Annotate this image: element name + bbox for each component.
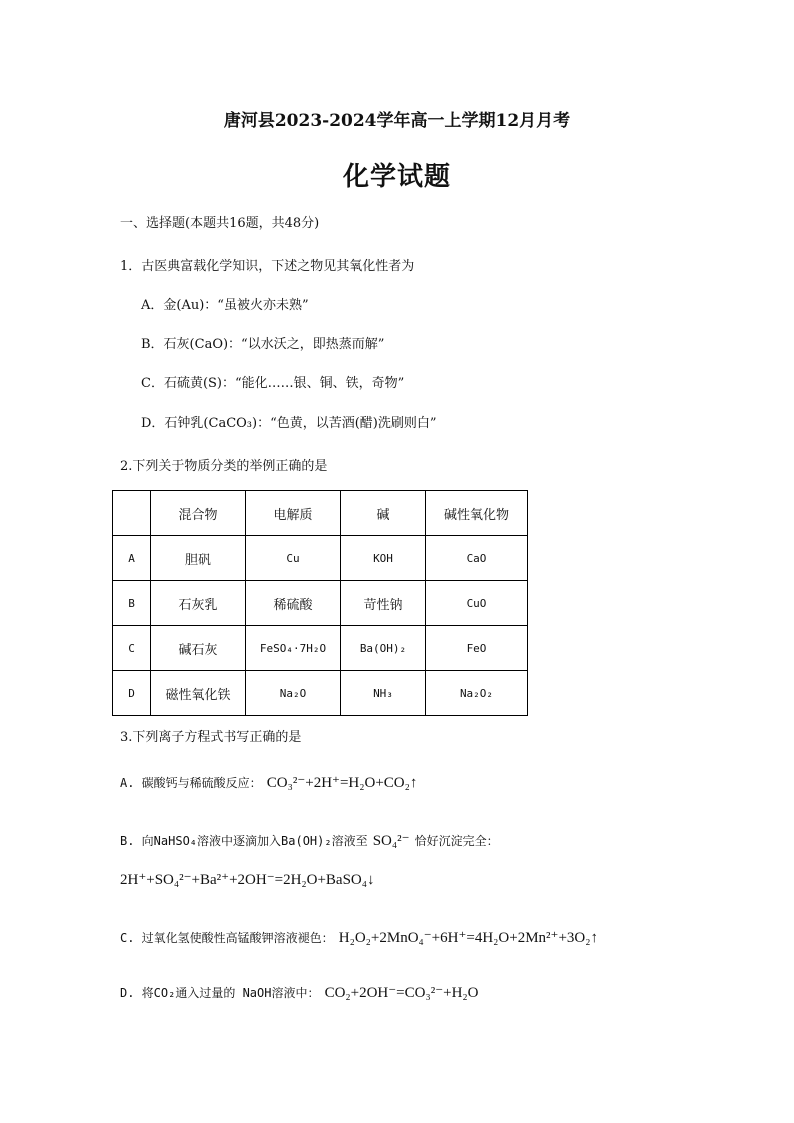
q3-option-c-equation: H₂O₂+2MnO₄⁻+6H⁺=4H₂O+2Mn²⁺+3O₂↑ bbox=[338, 930, 598, 946]
table-cell: FeSO₄·7H₂O bbox=[246, 626, 341, 671]
q3-option-c bbox=[120, 927, 598, 947]
table-row bbox=[113, 581, 528, 626]
table-cell: 苛性钠 bbox=[341, 581, 426, 626]
table-header-cell: 电解质 bbox=[246, 491, 341, 536]
table-header-row bbox=[113, 491, 528, 536]
exam-title: 唐河县2023-2024学年高一上学期12月月考 bbox=[223, 111, 571, 131]
q3-option-b bbox=[120, 830, 499, 850]
q3-option-b-text-end: 恰好沉淀完全： bbox=[414, 834, 499, 848]
table-header-cell: 混合物 bbox=[151, 491, 246, 536]
q1-option-a: A．金(Au)：“虽被火亦未熟” bbox=[141, 298, 309, 313]
q3-option-c-text: C. 过氧化氢使酸性高锰酸钾溶液褪色： bbox=[120, 931, 334, 945]
table-cell: A bbox=[113, 536, 151, 581]
table-cell: 碱石灰 bbox=[151, 626, 246, 671]
q1-option-b: B．石灰(CaO)：“以水沃之，即热蒸而解” bbox=[141, 337, 385, 352]
q3-option-b-ion: SO₄²⁻ bbox=[372, 833, 410, 849]
exam-subtitle: 化学试题 bbox=[342, 162, 451, 192]
table-cell: Ba(OH)₂ bbox=[341, 626, 426, 671]
table-row bbox=[113, 536, 528, 581]
q3-option-d bbox=[120, 982, 478, 1002]
q1-option-c: C．石硫黄(S)：“能化……银、铜、铁，奇物” bbox=[141, 376, 405, 391]
q3-option-a-equation: CO₃²⁻+2H⁺=H₂O+CO₂↑ bbox=[266, 775, 418, 791]
q3-stem: 3.下列离子方程式书写正确的是 bbox=[120, 730, 302, 745]
q3-option-a bbox=[120, 772, 417, 792]
table-cell: D bbox=[113, 671, 151, 716]
table-header-cell: 碱 bbox=[341, 491, 426, 536]
table-cell: 胆矾 bbox=[151, 536, 246, 581]
table-cell: KOH bbox=[341, 536, 426, 581]
table-cell: B bbox=[113, 581, 151, 626]
q2-stem: 2.下列关于物质分类的举例正确的是 bbox=[120, 459, 328, 474]
table-row bbox=[113, 626, 528, 671]
table-cell: CaO bbox=[426, 536, 528, 581]
q3-option-d-text: D. 将CO₂通入过量的 NaOH溶液中： bbox=[120, 986, 320, 1000]
q3-option-d-equation: CO₂+2OH⁻=CO₃²⁻+H₂O bbox=[324, 985, 479, 1001]
q1-option-d: D．石钟乳(CaCO₃)：“色黄，以苦酒(醋)洗刷则白” bbox=[141, 416, 437, 431]
table-cell: FeO bbox=[426, 626, 528, 671]
table-cell: C bbox=[113, 626, 151, 671]
q3-option-b-text: B. 向NaHSO₄溶液中逐滴加入Ba(OH)₂溶液至 bbox=[120, 834, 368, 848]
q3-option-a-text: A. 碳酸钙与稀硫酸反应： bbox=[120, 776, 262, 790]
table-header-cell: 碱性氧化物 bbox=[426, 491, 528, 536]
table-cell: 稀硫酸 bbox=[246, 581, 341, 626]
table-row bbox=[113, 671, 528, 716]
q1-stem: 1．古医典富载化学知识，下述之物见其氧化性者为 bbox=[120, 259, 415, 274]
table-cell: 磁性氧化铁 bbox=[151, 671, 246, 716]
table-cell: Na₂O₂ bbox=[426, 671, 528, 716]
section-heading: 一、选择题(本题共16题，共48分) bbox=[120, 216, 320, 231]
classification-table bbox=[112, 490, 528, 716]
table-header-cell bbox=[113, 491, 151, 536]
table-cell: NH₃ bbox=[341, 671, 426, 716]
table-cell: 石灰乳 bbox=[151, 581, 246, 626]
table-cell: Cu bbox=[246, 536, 341, 581]
q3-option-b-equation: 2H⁺+SO₄²⁻+Ba²⁺+2OH⁻=2H₂O+BaSO₄↓ bbox=[120, 872, 375, 888]
table-cell: CuO bbox=[426, 581, 528, 626]
table-cell: Na₂O bbox=[246, 671, 341, 716]
